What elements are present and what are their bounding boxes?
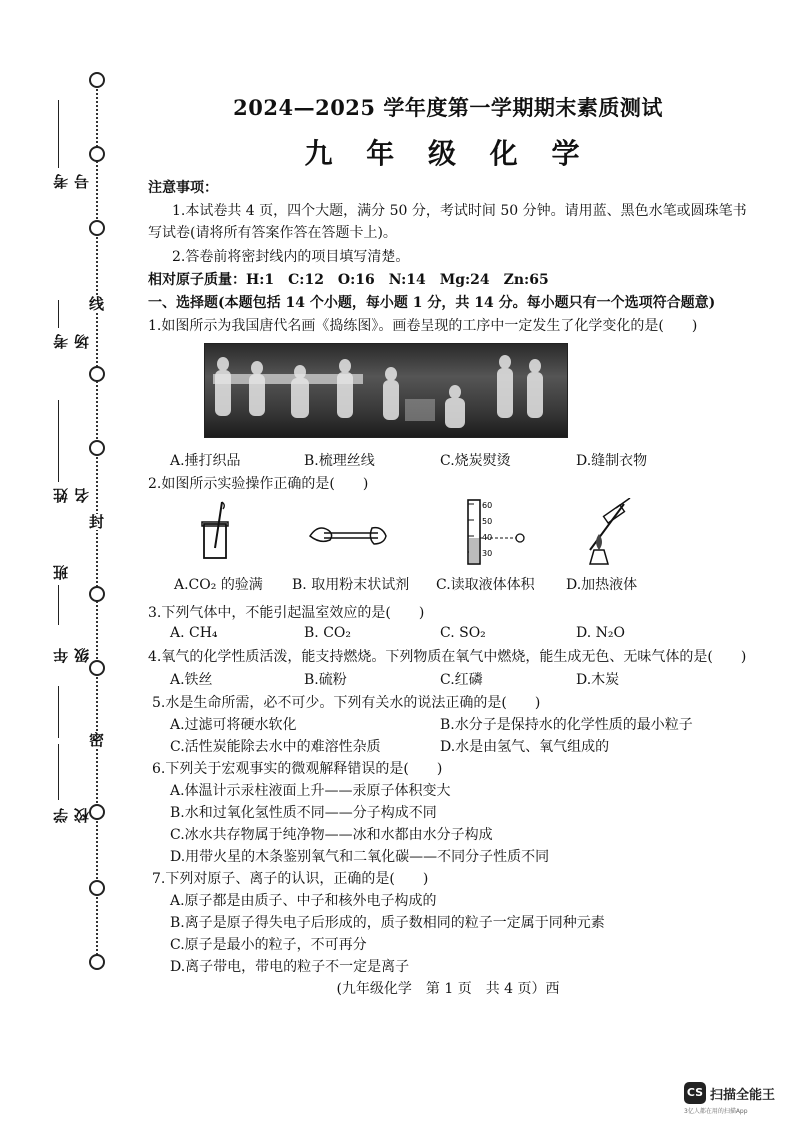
seal-hole: [89, 880, 105, 896]
section-1-heading: 一、选择题(本题包括 14 个小题，每小题 1 分，共 14 分。每小题只有一个选项符合题意): [148, 295, 716, 311]
painting-image: [204, 343, 568, 438]
seal-char-feng: 封: [89, 513, 105, 531]
q1-option-c: C.烧炭熨烫: [440, 453, 511, 469]
q2-option-b: B. 取用粉末状试剂: [292, 577, 410, 593]
seal-hole: [89, 146, 105, 162]
q3-option-c: C. SO₂: [440, 625, 486, 641]
heat-liquid-figure: [576, 498, 636, 570]
q1-option-b: B.梳理丝线: [304, 453, 375, 469]
q3-stem: 3.下列气体中，不能引起温室效应的是( ): [148, 605, 425, 621]
seal-hole: [89, 954, 105, 970]
q4-option-b: B.硫粉: [304, 672, 347, 688]
q4-option-d: D.木炭: [576, 672, 620, 688]
page-footer: (九年级化学 第 1 页 共 4 页）西: [336, 981, 560, 997]
tick-30: 30: [482, 549, 493, 558]
binding-margin: 线 封 密 考号 考场 姓名 班 年级 学校: [0, 0, 130, 1125]
tick-50: 50: [482, 517, 493, 526]
notice-heading: 注意事项：: [148, 180, 218, 196]
q7-option-d: D.离子带电，带电的粒子不一定是离子: [170, 959, 410, 975]
q5-option-a: A.过滤可将硬水软化: [170, 717, 297, 733]
atomic-mass: 相对原子质量：H:1 C:12 O:16 N:14 Mg:24 Zn:65: [148, 272, 549, 288]
q2-option-d: D.加热液体: [566, 577, 638, 593]
q1-stem: 1.如图所示为我国唐代名画《捣练图》。画卷呈现的工序中一定发生了化学变化的是( ): [148, 318, 698, 334]
co2-test-figure: [196, 500, 236, 562]
powder-spatula-figure: [304, 516, 394, 556]
painting-figures: [205, 344, 567, 437]
scanner-app-name: 扫描全能王: [710, 1088, 776, 1103]
seal-hole: [89, 72, 105, 88]
notice-item-2: 2.答卷前将密封线内的项目填写清楚。: [172, 249, 410, 265]
q3-option-a: A. CH₄: [170, 625, 218, 641]
q7-option-b: B.离子是原子得失电子后形成的，质子数相同的粒子一定属于同种元素: [170, 915, 605, 931]
q6-option-b: B.水和过氧化氢性质不同——分子构成不同: [170, 805, 437, 821]
scanner-watermark: [684, 1082, 784, 1116]
q2-option-a: A.CO₂ 的验满: [174, 577, 263, 593]
q5-option-d: D.水是由氢气、氧气组成的: [440, 739, 610, 755]
q5-stem: 5.水是生命所需，必不可少。下列有关水的说法正确的是( ): [152, 695, 541, 711]
q3-option-b: B. CO₂: [304, 625, 351, 641]
q6-option-a: A.体温计示汞柱液面上升——汞原子体积变大: [170, 783, 451, 799]
q4-option-a: A.铁丝: [170, 672, 213, 688]
scanner-tagline: 3亿人都在用的扫描App: [684, 1108, 748, 1115]
q3-option-d: D. N₂O: [576, 625, 625, 641]
seal-hole: [89, 366, 105, 382]
seal-char-mi: 密: [89, 731, 105, 749]
seal-hole: [89, 586, 105, 602]
notice-item-1a: 1.本试卷共 4 页，四个大题，满分 50 分，考试时间 50 分钟。请用蓝、黑色水笔或圆珠笔书: [172, 203, 747, 219]
q7-option-a: A.原子都是由质子、中子和核外电子构成的: [170, 893, 437, 909]
seal-hole: [89, 440, 105, 456]
q5-option-c: C.活性炭能除去水中的难溶性杂质: [170, 739, 381, 755]
q2-option-c: C.读取液体体积: [436, 577, 535, 593]
scanner-logo-icon: CS: [684, 1082, 706, 1104]
q1-option-a: A.捶打织品: [170, 453, 241, 469]
q6-stem: 6.下列关于宏观事实的微观解释错误的是( ): [152, 761, 443, 777]
q2-stem: 2.如图所示实验操作正确的是( ): [148, 476, 369, 492]
q7-option-c: C.原子是最小的粒子，不可再分: [170, 937, 367, 953]
tick-60: 60: [482, 501, 493, 510]
seal-char-xian: 线: [89, 295, 105, 313]
q6-option-c: C.冰水共存物属于纯净物——冰和水都由水分子构成: [170, 827, 493, 843]
tick-40: 40: [482, 533, 493, 542]
q1-option-d: D.缝制衣物: [576, 453, 648, 469]
q6-option-d: D.用带火星的木条鉴别氧气和二氧化碳——不同分子性质不同: [170, 849, 550, 865]
cylinder-reading-figure: [458, 498, 528, 568]
q4-stem: 4.氧气的化学性质活泼，能支持燃烧。下列物质在氧气中燃烧，能生成无色、无味气体的是( ): [148, 649, 747, 665]
q5-option-b: B.水分子是保持水的化学性质的最小粒子: [440, 717, 693, 733]
q4-option-c: C.红磷: [440, 672, 483, 688]
exam-subject: 九 年 级 化 学: [304, 137, 592, 170]
seal-hole: [89, 220, 105, 236]
notice-item-1b: 写试卷(请将所有答案作答在答题卡上)。: [148, 225, 397, 241]
q7-stem: 7.下列对原子、离子的认识，正确的是( ): [152, 871, 429, 887]
exam-title: 2024—2025 学年度第一学期期末素质测试: [233, 95, 663, 120]
